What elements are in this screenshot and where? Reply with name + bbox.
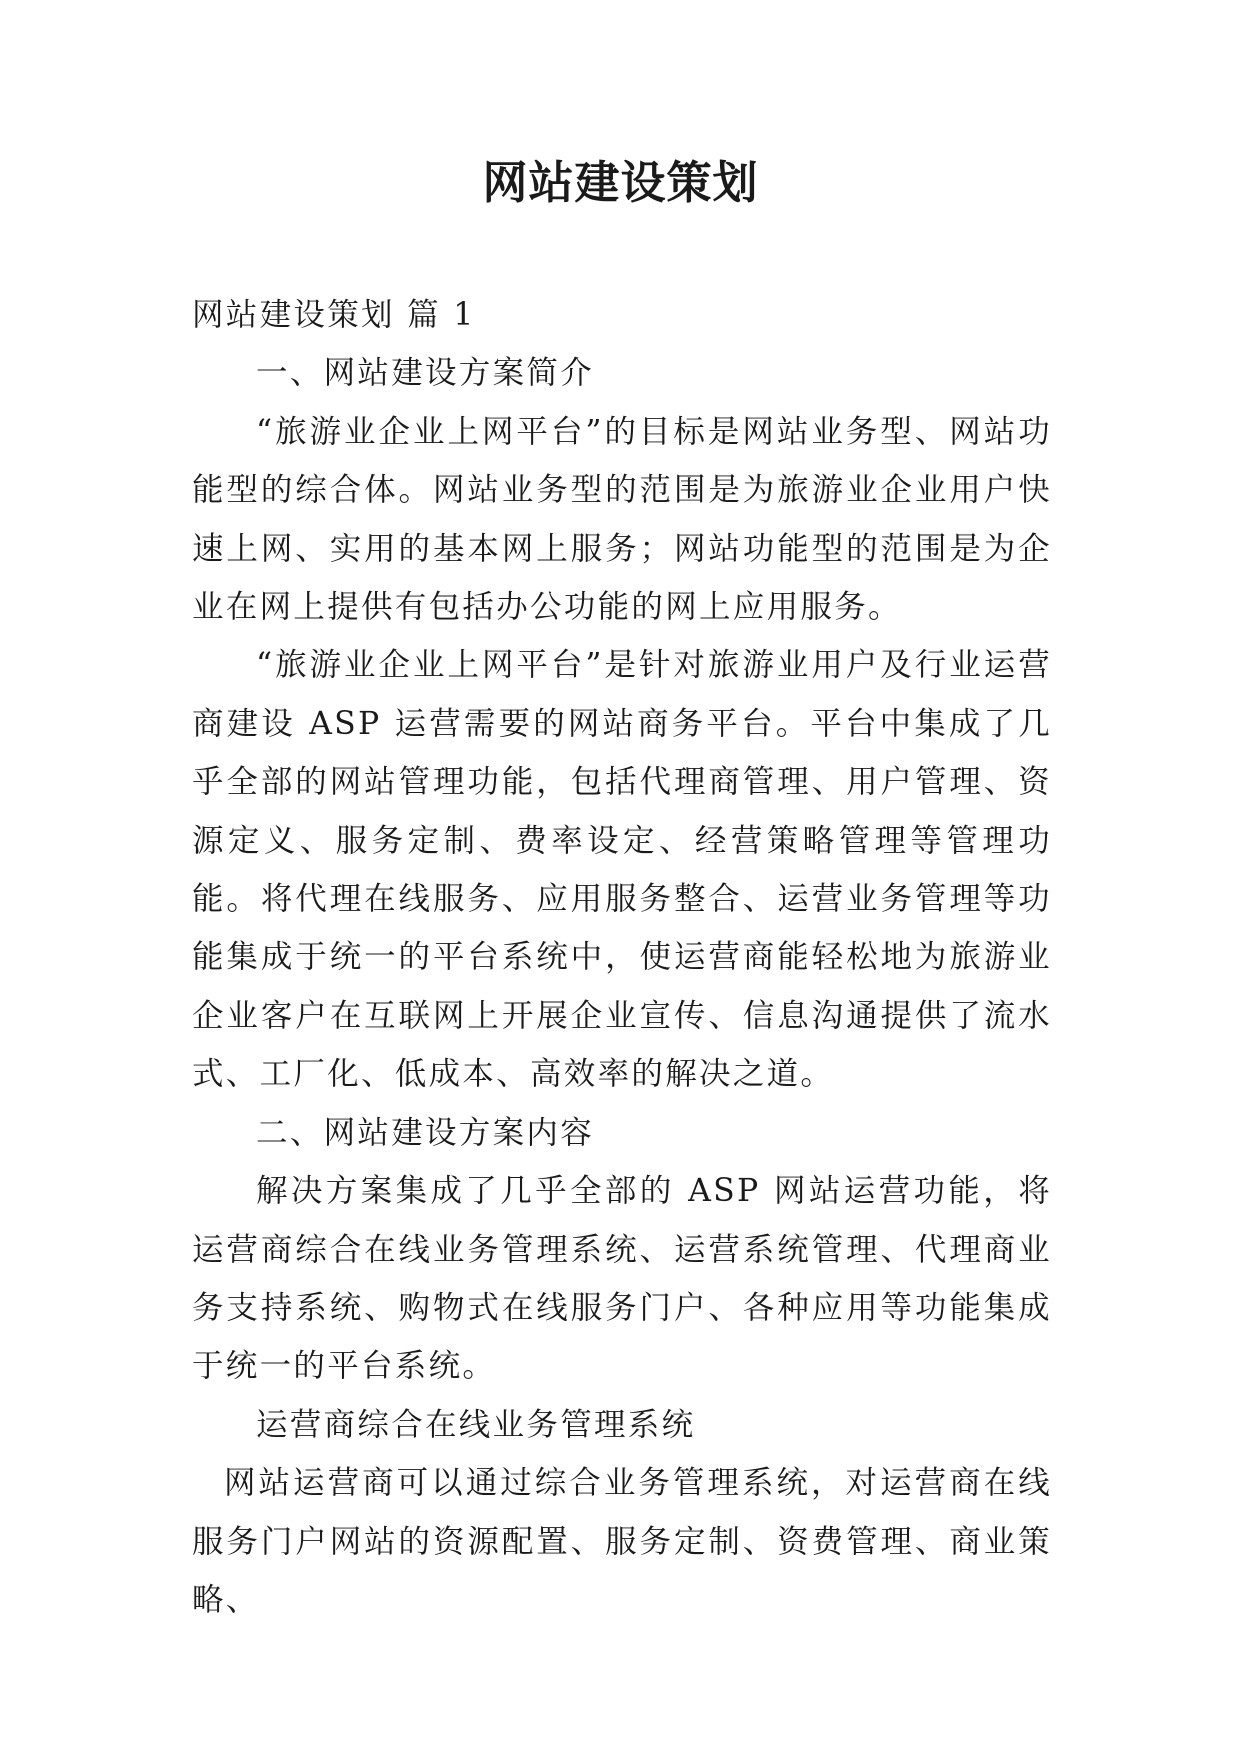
subsection-heading: 二、网站建设方案内容 bbox=[256, 1114, 595, 1151]
body-paragraph: 网站运营商可以通过综合业务管理系统，对运营商在线服务门户网站的资源配置、服务定制、资费管理、商业策略、 bbox=[192, 1465, 1052, 1618]
subsection-heading: 运营商综合在线业务管理系统 bbox=[256, 1406, 696, 1443]
document-body bbox=[192, 286, 1052, 1629]
body-paragraph: “旅游业企业上网平台”的目标是网站业务型、网站功能型的综合体。网站业务型的范围是为旅游业企业用户快速上网、实用的基本网上服务；网站功能型的范围是为企业在网上提供有包括办公功能的网上应用服务。 bbox=[192, 413, 1052, 626]
body-paragraph: “旅游业企业上网平台”是针对旅游业用户及行业运营商建设 ASP 运营需要的网站商务平台。平台中集成了几乎全部的网站管理功能，包括代理商管理、用户管理、资源定义、服务定制、费率设定、经营策略管理等管理功能。将代理在线服务、应用服务整合、运营业务管理等功能集成于统一的平台系统中，使运营商能轻松地为旅游业企业客户在互联网上开展企业宣传、信息沟通提供了流水式、工厂化、低成本、高效率的解决之道。 bbox=[192, 647, 1052, 1093]
section-heading: 网站建设策划 篇 1 bbox=[192, 297, 476, 333]
subsection-heading: 一、网站建设方案简介 bbox=[256, 355, 595, 392]
body-paragraph: 解决方案集成了几乎全部的 ASP 网站运营功能，将运营商综合在线业务管理系统、运营系统管理、代理商业务支持系统、购物式在线服务门户、各种应用等功能集成于统一的平台系统。 bbox=[192, 1173, 1052, 1385]
document-title: 网站建设策划 bbox=[482, 156, 759, 209]
